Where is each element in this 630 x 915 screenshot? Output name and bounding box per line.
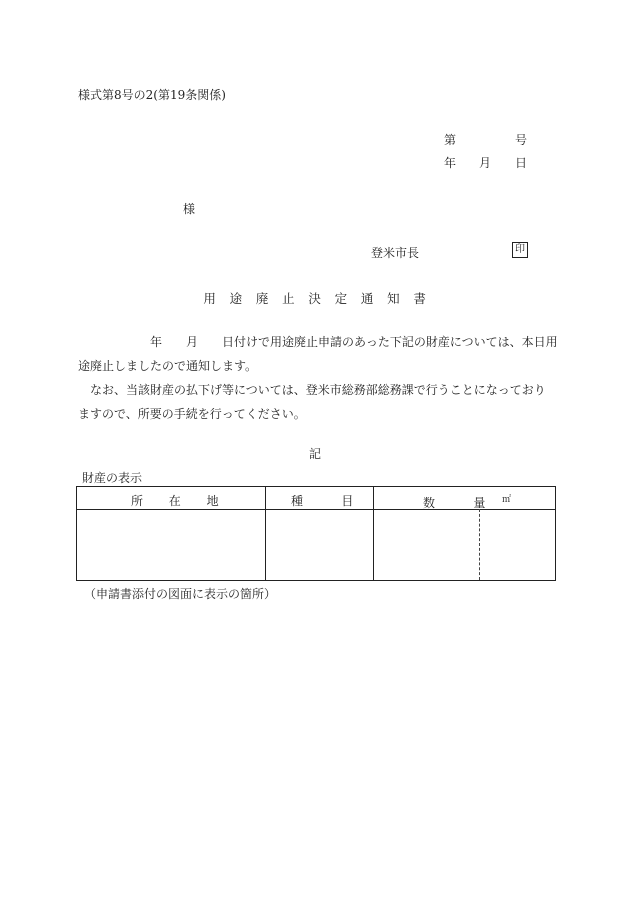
header-unit: ㎡ — [502, 495, 512, 505]
body-line-1: 年 月 日付けで用途廃止申請のあった下記の財産については、本日用 — [150, 335, 558, 349]
header-location: 所 在 地 — [131, 494, 220, 508]
seal-mark: 印 — [512, 242, 528, 258]
date-day-label: 日 — [515, 156, 528, 170]
date-year-label: 年 — [444, 156, 457, 170]
table-column-divider — [265, 487, 266, 580]
property-table — [76, 486, 556, 581]
document-title — [0, 289, 630, 307]
date-month-label: 月 — [479, 156, 492, 170]
body-text — [78, 330, 558, 426]
map-note: （申請書添付の図面に表示の箇所） — [84, 587, 277, 601]
sender-name: 登米市長 — [371, 246, 420, 260]
doc-number-prefix: 第 — [444, 133, 457, 147]
ki-heading: 記 — [308, 447, 321, 461]
header-type: 種 目 — [291, 494, 355, 508]
body-line-4: ますので、所要の手続を行ってください。 — [78, 407, 306, 421]
addressee-honorific: 様 — [183, 202, 196, 216]
property-label: 財産の表示 — [82, 471, 143, 485]
quantity-dashed-divider — [479, 509, 480, 580]
table-column-divider — [373, 487, 374, 580]
doc-number-suffix: 号 — [515, 133, 528, 147]
body-line-3: なお、当該財産の払下げ等については、登米市総務部総務課で行うことになっており — [90, 383, 546, 397]
form-number: 様式第8号の2(第19条関係) — [78, 88, 226, 102]
body-line-2: 途廃止しましたので通知します。 — [78, 359, 258, 373]
header-quantity-label: 数 量 — [423, 496, 487, 510]
header-quantity — [423, 492, 512, 511]
document-title-text: 用 途 廃 止 決 定 通 知 書 — [203, 291, 427, 306]
